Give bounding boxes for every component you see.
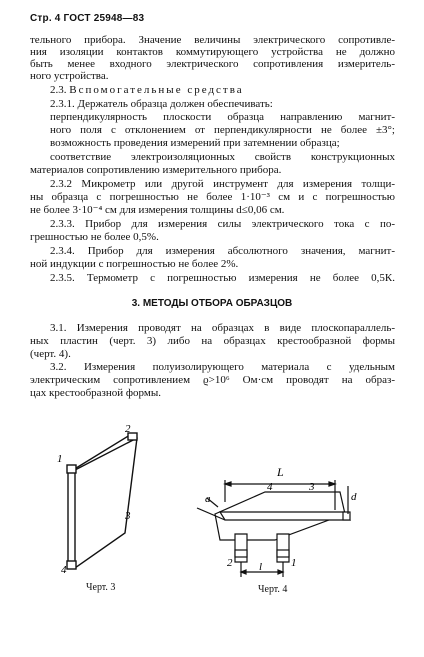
text-line: цах крестообразной формы.	[30, 387, 161, 399]
contact-4	[67, 561, 76, 569]
figure-3-caption: Черт. 3	[86, 582, 116, 593]
text-line: ных пластин (черт. 3) либо на образцах крестообразной формы	[30, 335, 395, 347]
contact-1	[277, 550, 289, 557]
contact-end	[343, 512, 350, 520]
section-number: 2.3.	[50, 84, 67, 96]
section-2-3-heading	[50, 84, 350, 96]
figure-4-caption: Черт. 4	[258, 584, 288, 595]
text-line: перпендикулярность плоскости образца направлению магнит-	[50, 111, 395, 123]
contact-2	[235, 550, 247, 557]
figure-4-cross	[185, 462, 365, 582]
label-2: 2	[125, 425, 131, 435]
cross-arm-2	[235, 534, 247, 562]
section-3-heading: 3. МЕТОДЫ ОТБОРА ОБРАЗЦОВ	[131, 298, 293, 309]
label-l: l	[259, 561, 263, 573]
text-line: ного поля с отклонением от перпендикулярности не более ±3°;	[50, 124, 395, 136]
section-title: Вспомогательные средства	[69, 84, 244, 96]
label-3: 3	[125, 510, 131, 522]
text-line: 3.2. Измерения полуизолирующего материала с удельным	[50, 361, 395, 373]
cross-arm-1	[277, 534, 289, 562]
label-4: 4	[267, 481, 273, 493]
label-1: 1	[291, 557, 297, 569]
text-line: грешностью не более 0,5%.	[30, 231, 159, 243]
figure-3-plate	[55, 425, 155, 575]
contact-1	[67, 465, 76, 473]
plate-top-edge	[75, 438, 137, 470]
text-line: ного устройства.	[30, 70, 109, 82]
paragraph-2-3-5: 2.3.5. Термометр с погрешностью измерения не более 0,5К.	[50, 272, 395, 284]
text-line: ной индукции с погрешностью не более 2%.	[30, 258, 239, 270]
label-2: 2	[227, 557, 233, 569]
text-line: ния изоляции контактов коммутирующего устройства не должно	[30, 46, 395, 58]
text-line: (черт. 4).	[30, 348, 71, 360]
text-line: не более 3·10⁻⁴ см для измерения толщины d≤0,06 см.	[30, 204, 285, 216]
text-line: соответствие электроизоляционных свойств конструкционных	[50, 151, 395, 163]
label-4: 4	[61, 564, 67, 575]
cross-bar	[220, 512, 350, 520]
text-line: ны образца с погрешностью не более 1·10⁻³ см и с погрешностью	[30, 191, 395, 203]
text-line: 2.3.3. Прибор для измерения силы электрического тока с по-	[50, 218, 395, 230]
label-L: L	[277, 465, 284, 479]
label-d: d	[351, 491, 357, 503]
label-1: 1	[57, 453, 63, 465]
text-line: возможность проведения измерений при затемнении образца;	[50, 137, 340, 149]
text-line: тельного прибора. Значение величины электрического сопротивле-	[30, 34, 395, 46]
text-line: быть менее входного электрического сопротивления измеритель-	[30, 58, 395, 70]
text-line: 2.3.2 Микрометр или другой инструмент для измерения толщи-	[50, 178, 395, 190]
text-line: 2.3.1. Держатель образца должен обеспечивать:	[50, 98, 273, 110]
page-header: Стр. 4 ГОСТ 25948—83	[30, 13, 145, 24]
text-line: материалов сопротивлению измерительного прибора.	[30, 164, 282, 176]
plate-outline	[68, 435, 137, 568]
text-line: 3.1. Измерения проводят на образцах в виде плоскопараллель-	[50, 322, 395, 334]
text-line: электрическим сопротивлением ϱ>10⁶ Ом·см проводят на образ-	[30, 374, 395, 386]
text-line: 2.3.4. Прибор для измерения абсолютного значения, магнит-	[50, 245, 395, 257]
label-3: 3	[309, 481, 315, 493]
label-a: a	[205, 493, 211, 505]
